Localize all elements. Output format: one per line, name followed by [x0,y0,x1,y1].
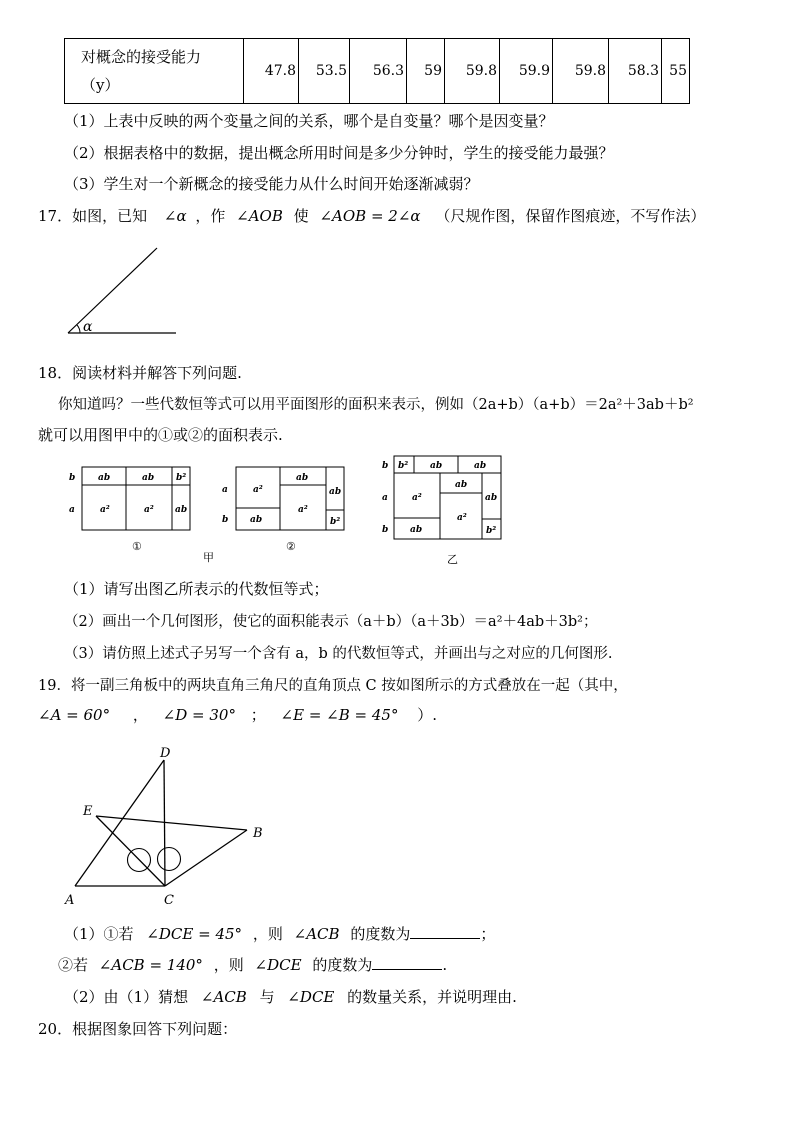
fig1-cell-a2: a² [144,505,154,515]
table-cell: 59.8 [445,39,500,104]
table-cell: 53.5 [299,39,350,104]
angle-marker-circle [158,848,181,871]
q19-p2-math-acb: ∠ACB = 140° [98,956,203,974]
q17-text-d: （尺规作图，保留作图痕迹，不写作法） [435,207,706,225]
q16-part2: （2）根据表格中的数据，提出概念所用时间是多少分钟时，学生的接受能力最强？ [64,144,614,162]
yi-cell-ab: ab [410,525,423,535]
yi-side-b: b [382,461,389,471]
table-row [65,39,690,104]
answer-blank[interactable] [372,955,442,970]
yi-cell-ab: ab [474,461,487,471]
vertex-b-label: B [253,826,263,841]
yi-side-a: a [382,493,388,503]
angle-arc [77,325,80,333]
q19-p3-text-c: 的数量关系，并说明理由. [347,988,517,1006]
table-cell: 47.8 [244,39,299,104]
answer-blank[interactable] [410,924,480,939]
table-cell: 59 [407,39,445,104]
table-label-line2: （y） [81,76,120,94]
triangles-figure [60,742,280,910]
q19-angle-d: ∠D = 30° [162,706,236,724]
q18-part2: （2）画出一个几何图形，使它的面积能表示（a＋b）（a＋3b）＝a²＋4ab＋3b²； [64,614,598,630]
vertex-d-label: D [160,746,171,761]
q17-math-aob-eq: ∠AOB = 2∠α [319,207,421,225]
q17-math-aob: ∠AOB [236,207,283,225]
table-cell: 59.8 [553,39,609,104]
fig1-caption: ① [132,540,142,553]
fig2-cell-ab: ab [329,487,342,497]
q19-p1-text-c: 的度数为 [350,925,411,943]
yi-cell-ab: ab [485,493,498,503]
q19-p1-text-d: ； [480,925,496,943]
fig1-cell-a2: a² [100,505,110,515]
q19-p2-text-a: ②若 [58,956,89,974]
fig1-side-a: a [69,505,75,515]
fig2-cell-a2: a² [298,505,308,515]
q19-p1-text-b: ，则 [252,925,283,943]
fig1-cell-ab: ab [142,473,155,483]
q17-math-alpha: ∠α [163,207,187,225]
figure-jia-label: 甲 [203,551,214,564]
concept-acceptance-table [64,38,690,104]
q16-part1: （1）上表中反映的两个变量之间的关系，哪个是自变量？哪个是因变量？ [64,112,554,130]
vertex-c-label: C [164,893,174,908]
fig2-cell-b2: b² [330,517,341,527]
q19-p1-text-a: （1）①若 [64,925,134,943]
yi-cell-a2: a² [412,493,422,503]
figure-yi-label: 乙 [447,553,458,566]
table-row-label [65,39,244,104]
q19-line1: 19．将一副三角板中的两块直角三角尺的直角顶点 C 按如图所示的方式叠放在一起（其中， [38,678,628,694]
angle-alpha-label: α [83,319,93,335]
table-cell: 59.9 [500,39,553,104]
q19-p3-math-dce: ∠DCE [287,988,335,1006]
q19-p2-math-dce: ∠DCE [254,956,302,974]
q18-title: 18．阅读材料并解答下列问题. [38,364,242,382]
q19-part1-1 [64,923,495,944]
yi-cell-ab: ab [430,461,443,471]
yi-side-b: b [382,525,389,535]
q19-p3-text-b: 与 [259,988,275,1006]
fig1-cell-b2: b² [176,473,187,483]
q16-part3: （3）学生对一个新概念的接受能力从什么时间开始逐渐减弱？ [64,175,479,193]
q19-p2-text-c: 的度数为 [312,956,373,974]
q19-part2 [64,986,517,1007]
fig2-cell-ab: ab [296,473,309,483]
q20-title: 20．根据图象回答下列问题： [38,1020,238,1038]
fig1-cell-ab: ab [98,473,111,483]
yi-cell-b2: b² [486,526,497,536]
table-cell: 58.3 [609,39,662,104]
q19-p1-math-acb: ∠ACB [293,925,340,943]
q19-angle-a: ∠A = 60° [38,706,111,724]
fig2-cell-a2: a² [253,485,263,495]
q18-part1: （1）请写出图乙所表示的代数恒等式； [64,580,329,598]
vertex-a-label: A [65,893,75,908]
q19-p2-text-b: ，则 [213,956,244,974]
q19-part1-2 [58,954,447,975]
yi-cell-ab: ab [455,480,468,490]
vertex-e-label: E [83,804,93,819]
yi-cell-b2: b² [398,461,409,471]
q17-text-c: 使 [293,207,309,225]
table-cell: 56.3 [350,39,407,104]
fig2-side-a: a [222,485,228,495]
fig2-cell-ab: ab [250,515,263,525]
q19-p3-text-a: （2）由（1）猜想 [64,988,189,1006]
q19-p2-text-d: . [442,956,448,974]
table-label-line1: 对概念的接受能力 [81,48,202,66]
area-figure-2 [218,462,353,554]
q19-p3-math-acb: ∠ACB [200,988,247,1006]
fig1-cell-ab: ab [175,505,188,515]
q17-text-a: 17．如图，已知 [38,207,148,225]
q19-line2: ∠A = 60° ， ∠D = 30° ； ∠E = ∠B = 45° ）. [38,706,438,724]
q18-part3: （3）请仿照上述式子另写一个含有 a，b 的代数恒等式，并画出与之对应的几何图形. [64,646,613,662]
angle-slant-ray [68,248,157,333]
area-figure-yi [378,452,508,572]
table-cell: 55 [662,39,690,104]
yi-cell-a2: a² [457,513,467,523]
q18-intro-line2: 就可以用图甲中的①或②的面积表示. [38,426,283,444]
area-figure-1 [62,462,197,554]
fig1-side-b: b [69,473,76,483]
q19-p1-math-dce: ∠DCE = 45° [146,925,243,943]
q18-intro-line1: 你知道吗？一些代数恒等式可以用平面图形的面积来表示，例如（2a+b）（a+b）＝2a²＋3ab＋b² [58,397,694,413]
fig2-caption: ② [286,540,296,553]
angle-alpha-figure [60,240,190,340]
q19-angle-eb: ∠E = ∠B = 45° [280,706,399,724]
fig2-side-b: b [222,515,229,525]
q19-close: ）. [417,706,438,724]
q17-text-b: ，作 [195,207,226,225]
q17-question [38,205,705,226]
